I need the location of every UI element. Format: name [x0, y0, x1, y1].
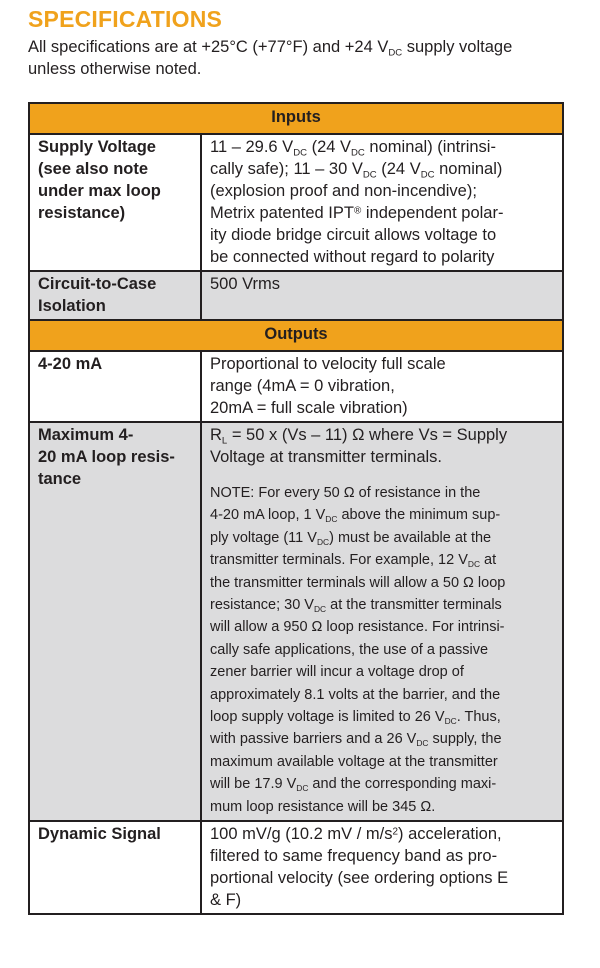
value-text: ity diode bridge circuit allows voltage to — [210, 226, 497, 244]
value-text: nominal) (intrinsi- — [364, 138, 496, 156]
note-text: at — [480, 552, 497, 569]
outputs-heading: Outputs — [29, 320, 563, 351]
note-text: NOTE: For every 50 Ω of resistance in the — [210, 485, 481, 501]
value-text: nominal) — [434, 160, 503, 178]
supply-voltage-label — [29, 134, 201, 271]
subscript: DC — [444, 716, 457, 726]
subscript: DC — [313, 603, 327, 614]
label-line: (see also note — [38, 160, 149, 178]
note-text: ) must be available at the — [329, 529, 492, 546]
note-text: ply voltage (11 V — [210, 529, 317, 546]
note-text: will be 17.9 V — [210, 776, 297, 793]
value-text: 100 mV/g (10.2 mV / m/s — [210, 825, 393, 844]
value-text: (24 V — [307, 138, 352, 156]
isolation-value: 500 Vrms — [201, 271, 563, 320]
subscript: DC — [416, 738, 429, 749]
note-text: supply, the — [428, 731, 502, 748]
subscript: DC — [467, 559, 481, 570]
label-line: Isolation — [38, 297, 106, 315]
label-line: resistance) — [38, 204, 126, 222]
note-text: zener barrier will incur a voltage drop of — [210, 664, 464, 681]
label-line: tance — [38, 470, 82, 488]
value-text: R — [210, 426, 222, 444]
loop-resistance-note — [210, 482, 558, 818]
value-text: ) acceleration, — [397, 825, 502, 844]
subscript: DC — [351, 147, 365, 159]
note-text: will allow a 950 Ω loop resistance. For intrinsi- — [210, 619, 505, 636]
outputs-header-row — [29, 320, 563, 351]
isolation-row — [29, 271, 563, 320]
value-text: cally safe); 11 – 30 V — [210, 160, 363, 178]
subscript: DC — [420, 169, 435, 181]
label-line: 20 mA loop resis- — [38, 448, 175, 466]
subscript: L — [221, 435, 228, 447]
value-text: (24 V — [376, 160, 421, 178]
subscript: DC — [296, 783, 309, 794]
note-text: resistance; 30 V — [210, 597, 314, 614]
label-line: Maximum 4- — [38, 426, 134, 444]
note-text: maximum available voltage at the transmitter — [210, 753, 498, 770]
subscript: DC — [362, 169, 377, 181]
note-text: at the transmitter terminals — [326, 597, 502, 614]
intro-part: supply voltage — [402, 38, 513, 56]
note-text: with passive barriers and a 26 V — [210, 731, 417, 748]
note-text: cally safe applications, the use of a passive — [210, 641, 489, 658]
value-text: independent polar- — [361, 204, 504, 222]
note-text: mum loop resistance will be 345 Ω. — [210, 798, 436, 815]
specifications-table — [28, 102, 564, 915]
current-output-row — [29, 351, 563, 422]
value-text: Proportional to velocity full scale — [210, 355, 446, 373]
value-text: be connected without regard to polarity — [210, 248, 495, 266]
intro-subscript: DC — [388, 47, 403, 59]
note-text: 4-20 mA loop, 1 V — [210, 507, 326, 524]
loop-resistance-label — [29, 422, 201, 821]
page-title: SPECIFICATIONS — [28, 6, 223, 32]
dynamic-signal-label: Dynamic Signal — [29, 821, 201, 914]
intro-part: All specifications are at +25°C (+77°F) and +24 V — [28, 38, 389, 56]
loop-resistance-value — [201, 422, 563, 821]
supply-voltage-value — [201, 134, 563, 271]
note-text: . Thus, — [456, 709, 501, 726]
label-line: under max loop — [38, 182, 161, 200]
current-output-label: 4-20 mA — [29, 351, 201, 422]
subscript: DC — [325, 514, 338, 525]
isolation-label — [29, 271, 201, 320]
loop-resistance-formula — [210, 424, 558, 468]
label-line: Supply Voltage — [38, 138, 156, 156]
value-text: = 50 x (Vs – 11) Ω where Vs = Supply — [227, 426, 508, 444]
value-text: (explosion proof and non-incendive); — [210, 182, 477, 200]
intro-text — [28, 36, 588, 80]
value-text: 11 – 29.6 V — [210, 138, 294, 156]
current-output-value — [201, 351, 563, 422]
intro-line: unless otherwise noted. — [28, 60, 202, 78]
value-text: range (4mA = 0 vibration, — [210, 377, 395, 395]
dynamic-signal-value — [201, 821, 563, 914]
inputs-heading: Inputs — [29, 103, 563, 134]
note-text: above the minimum sup- — [337, 507, 501, 524]
subscript: DC — [293, 147, 307, 159]
value-text: filtered to same frequency band as pro- — [210, 847, 498, 866]
note-text: loop supply voltage is limited to 26 V — [210, 709, 445, 726]
label-line: Circuit-to-Case — [38, 275, 157, 293]
superscript: 2 — [392, 826, 398, 838]
dynamic-signal-row — [29, 821, 563, 914]
subscript: DC — [316, 536, 330, 547]
value-text: Metrix patented IPT — [210, 204, 354, 222]
value-text: 20mA = full scale vibration) — [210, 399, 408, 417]
note-text: approximately 8.1 volts at the barrier, and the — [210, 686, 501, 703]
supply-voltage-row — [29, 134, 563, 271]
registered-mark: ® — [353, 205, 362, 217]
note-text: and the corresponding maxi- — [308, 776, 497, 793]
loop-resistance-row — [29, 422, 563, 821]
value-text: portional velocity (see ordering options E — [210, 869, 509, 888]
value-text: & F) — [210, 891, 242, 910]
note-text: transmitter terminals. For example, 12 V — [210, 552, 468, 569]
value-text: Voltage at transmitter terminals. — [210, 448, 443, 466]
inputs-header-row — [29, 103, 563, 134]
note-text: the transmitter terminals will allow a 50 Ω loop — [210, 574, 506, 591]
